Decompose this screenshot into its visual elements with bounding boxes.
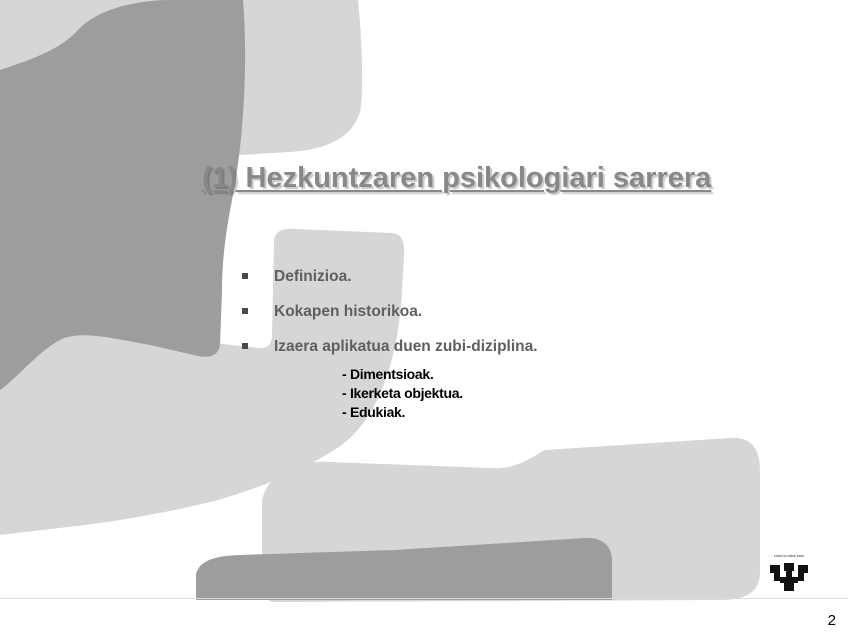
page-number: 2: [827, 612, 836, 629]
bullet-label: Kokapen historikoa.: [274, 303, 423, 320]
square-bullet-icon: [242, 343, 248, 349]
sub-item: - Edukiak.: [342, 404, 406, 420]
sub-item: - Ikerketa objektua.: [342, 385, 463, 401]
bullet-label: Definizioa.: [274, 268, 352, 285]
sub-item: - Dimentsioak.: [342, 366, 434, 382]
university-logo-icon: [768, 553, 810, 593]
bg-shape-dark-left: [0, 0, 245, 390]
bullet-list: [242, 265, 538, 370]
square-bullet-icon: [242, 308, 248, 314]
square-bullet-icon: [242, 273, 248, 279]
footer-divider: [0, 598, 848, 599]
bullet-label: Izaera aplikatua duen zubi-diziplina.: [274, 338, 538, 355]
bullet-item: [242, 265, 538, 300]
sub-item-list: [342, 365, 463, 422]
bullet-item: [242, 300, 538, 335]
logo-caption: eman ta zabal zazu: [773, 554, 805, 558]
slide-title: (1) Hezkuntzaren psikologiari sarrera: [202, 162, 712, 194]
